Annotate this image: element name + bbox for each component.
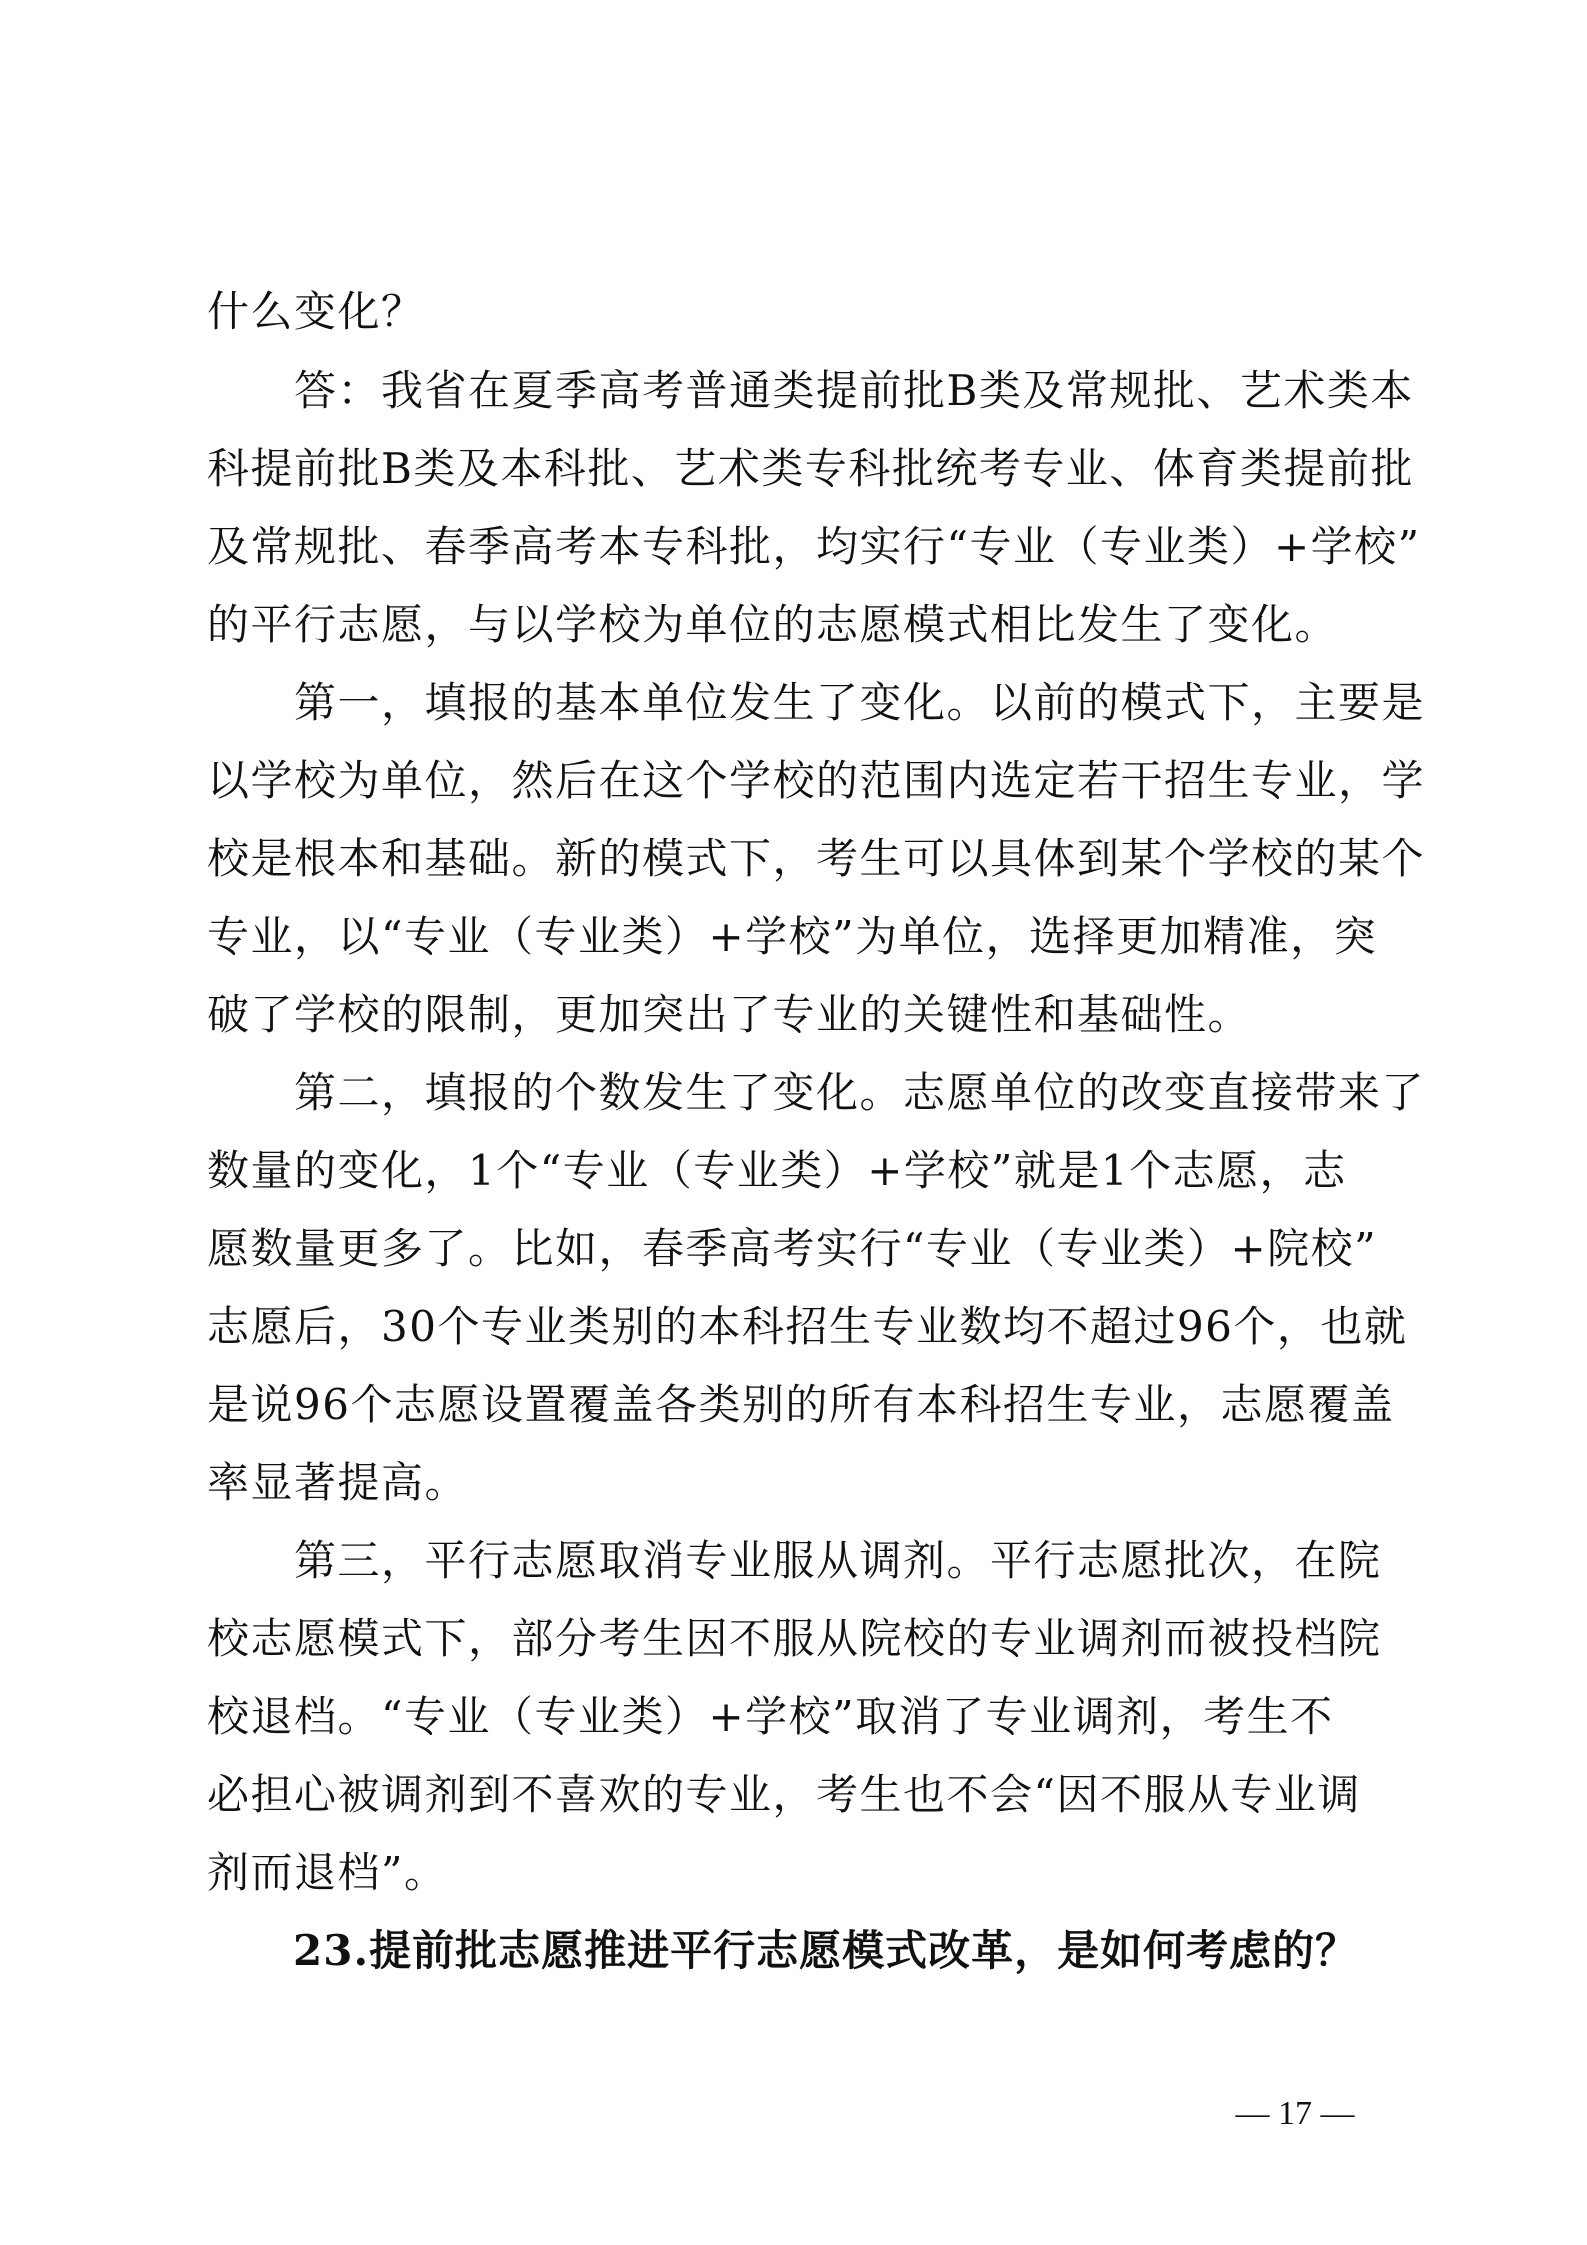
text-line: 数量的变化，1个“专业（专业类）+学校”就是1个志愿，志 [207, 1146, 1347, 1195]
text-line: 第三，平行志愿取消专业服从调剂。平行志愿批次，在院 [207, 1536, 1382, 1585]
text-line: 是说96个志愿设置覆盖各类别的所有本科招生专业，志愿覆盖 [207, 1380, 1395, 1429]
text-line: 科提前批B类及本科批、艺术类专科批统考专业、体育类提前批 [207, 444, 1414, 493]
text-line: 第一，填报的基本单位发生了变化。以前的模式下，主要是 [207, 678, 1426, 727]
text-line: 什么变化？ [207, 287, 425, 336]
page-number: — 17 — [1235, 2095, 1355, 2132]
text-line: 答：我省在夏季高考普通类提前批B类及常规批、艺术类本 [207, 366, 1414, 415]
text-line: 破了学校的限制，更加突出了专业的关键性和基础性。 [207, 990, 1252, 1039]
text-line: 的平行志愿，与以学校为单位的志愿模式相比发生了变化。 [207, 600, 1339, 649]
text-line: 校志愿模式下，部分考生因不服从院校的专业调剂而被投档院 [207, 1614, 1382, 1663]
text-line: 专业，以“专业（专业类）+学校”为单位，选择更加精准，突 [207, 912, 1378, 961]
question-heading: 23.提前批志愿推进平行志愿模式改革，是如何考虑的？ [207, 1926, 1359, 1975]
text-line: 及常规批、春季高考本专科批，均实行“专业（专业类）+学校” [207, 522, 1421, 571]
text-line: 愿数量更多了。比如，春季高考实行“专业（专业类）+院校” [207, 1224, 1378, 1273]
text-line: 剂而退档”。 [207, 1848, 448, 1897]
text-line: 校退档。“专业（专业类）+学校”取消了专业调剂，考生不 [207, 1692, 1334, 1741]
text-line: 志愿后，30个专业类别的本科招生专业数均不超过96个，也就 [207, 1302, 1408, 1351]
text-line: 率显著提高。 [207, 1458, 469, 1507]
text-line: 校是根本和基础。新的模式下，考生可以具体到某个学校的某个 [207, 834, 1426, 883]
text-line: 必担心被调剂到不喜欢的专业，考生也不会“因不服从专业调 [207, 1770, 1361, 1819]
text-line: 以学校为单位，然后在这个学校的范围内选定若干招生专业，学 [207, 756, 1426, 805]
text-line: 第二，填报的个数发生了变化。志愿单位的改变直接带来了 [207, 1068, 1426, 1117]
